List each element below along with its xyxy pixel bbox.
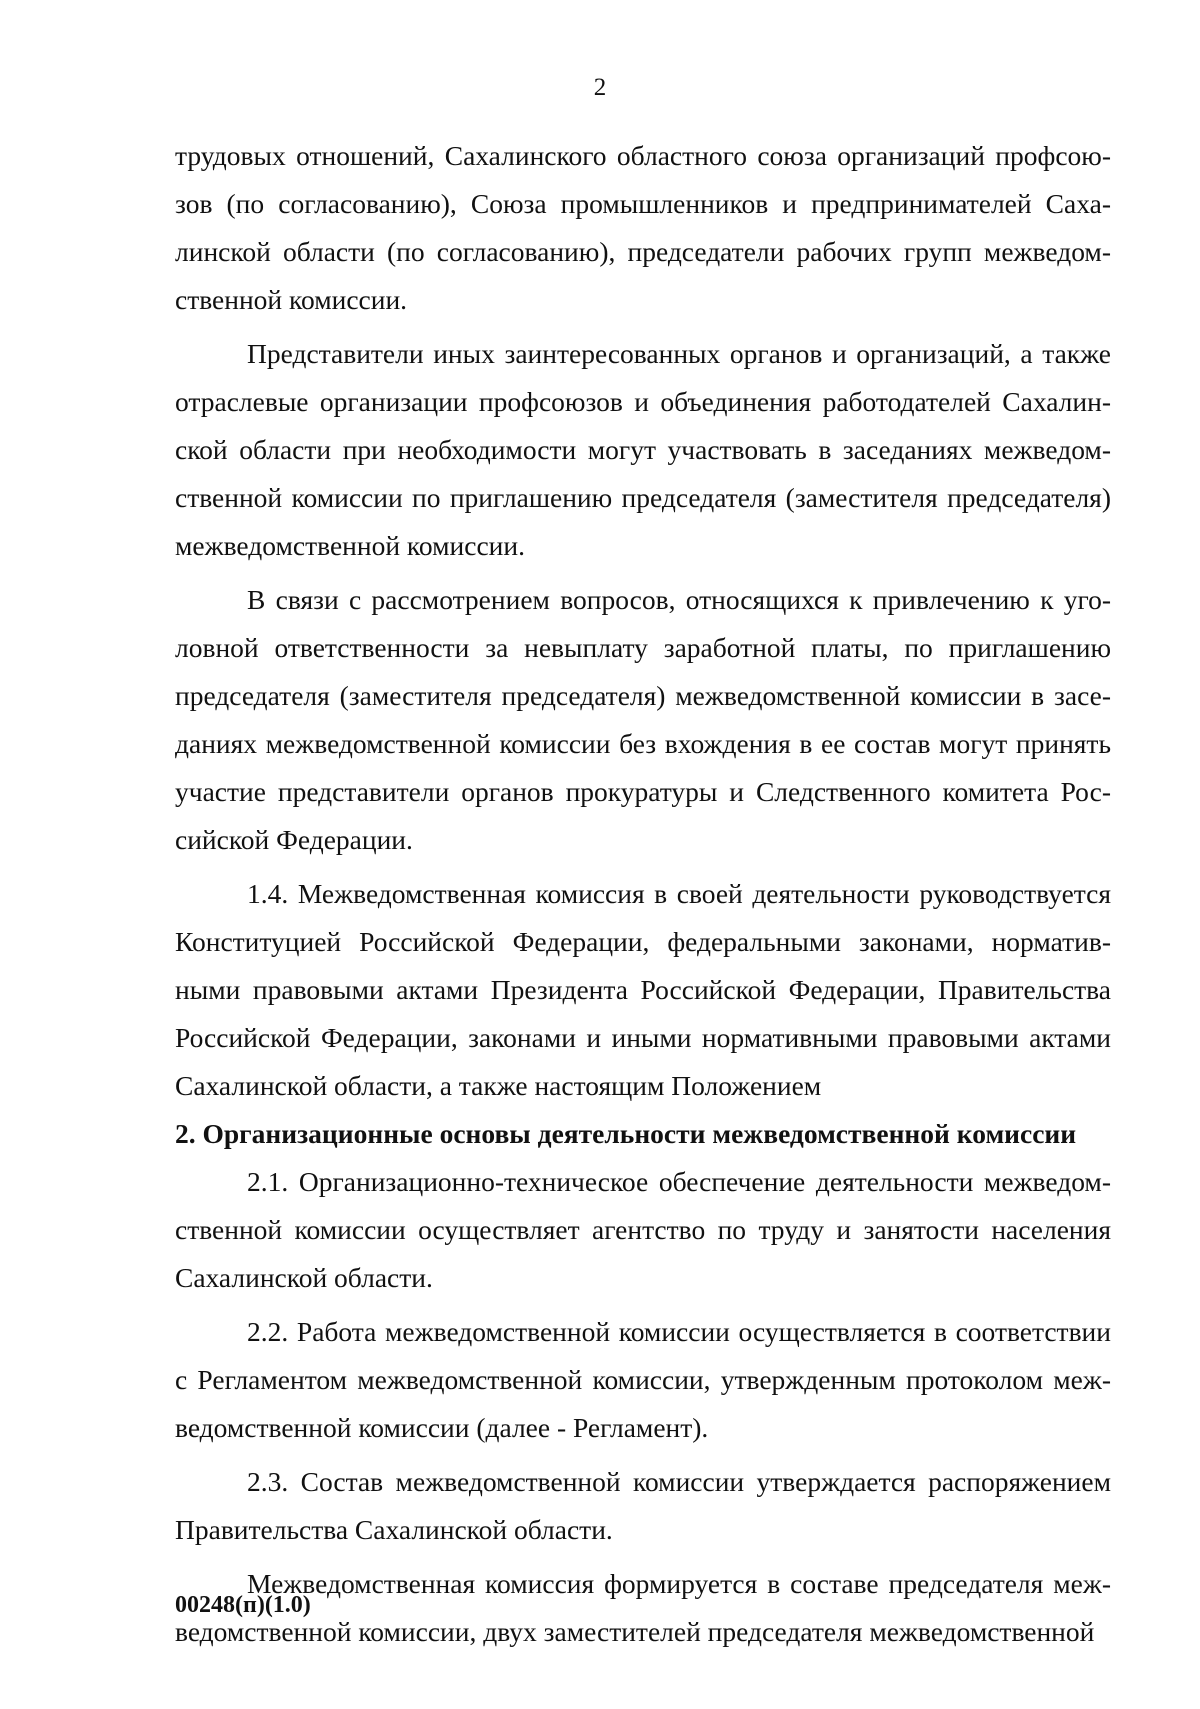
document-code: 00248(п)(1.0) xyxy=(175,1592,311,1618)
section-heading: 2. Организационные основы деятельности межведомственной комиссии xyxy=(175,1118,1077,1149)
paragraph-2-2: 2.2. Работа межведомственной комиссии осуществляется в соответствии с Регламентом межведомственной комиссии, утвержденным протоколом межведомственной комиссии (далее - Регламент). xyxy=(175,1316,1111,1443)
paragraph-2-1: 2.1. Организационно-техническое обеспечение деятельности межведомственной комиссии осуществляет агентство по труду и занятости населения Сахалинской области. xyxy=(175,1166,1111,1293)
paragraph-composition: Межведомственная комиссия формируется в составе председателя межведомственной комиссии, двух заместителей председателя межведомственной xyxy=(175,1568,1111,1647)
document-body xyxy=(175,132,1111,1656)
paragraph-prosecution: В связи с рассмотрением вопросов, относящихся к привлечению к уголовной ответственности за невыплату заработной платы, по приглашению председателя (заместителя председателя) межведомственной комиссии в заседаниях межведомственной комиссии без вхождения в ее состав могут принять участие представители органов прокуратуры и Следственного комитета Российской Федерации. xyxy=(175,584,1111,855)
paragraph-representatives: Представители иных заинтересованных органов и организаций, а также отраслевые организации профсоюзов и объединения работодателей Сахалинской области при необходимости могут участвовать в заседаниях межведомственной комиссии по приглашению председателя (заместителя председателя) межведомственной комиссии. xyxy=(175,338,1111,561)
paragraph-2-3: 2.3. Состав межведомственной комиссии утверждается распоряжением Правительства Сахалинской области. xyxy=(175,1466,1111,1545)
paragraph-continuation: трудовых отношений, Сахалинского областного союза организаций профсоюзов (по согласованию), Союза промышленников и предпринимателей Сахалинской области (по согласованию), председатели рабочих групп межведомственной комиссии. xyxy=(175,140,1111,315)
page-number: 2 xyxy=(593,74,607,101)
paragraph-1-4: 1.4. Межведомственная комиссия в своей деятельности руководствуется Конституцией Российской Федерации, федеральными законами, нормативными правовыми актами Президента Российской Федерации, Правительства Российской Федерации, законами и иными нормативными правовыми актами Сахалинской области, а также настоящим Положением xyxy=(175,878,1111,1101)
